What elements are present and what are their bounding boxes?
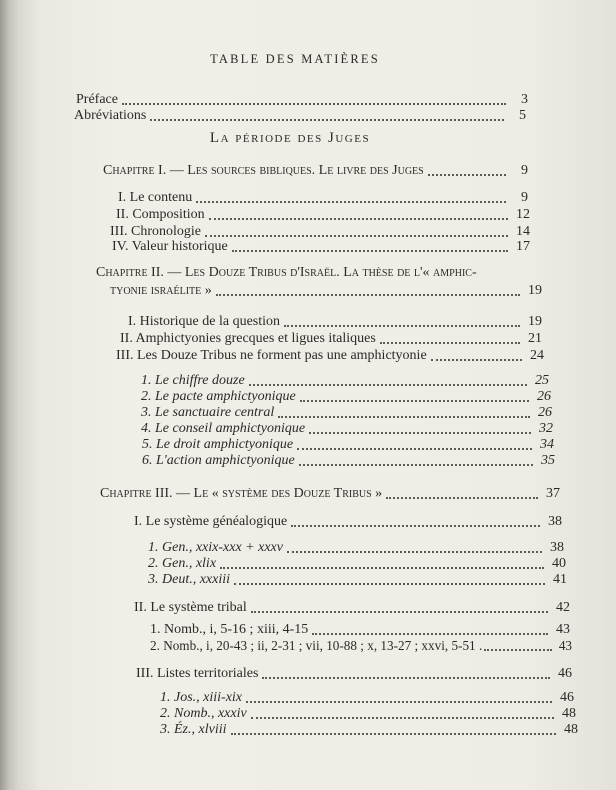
entry-label: I. Le contenu [118,190,193,205]
entry-label: 2. Le pacte amphictyonique [141,389,296,404]
chapter-label: Chapitre I. — Les sources bibliques. Le livre des Juges [103,163,424,178]
leader-dots [300,399,529,402]
leader-dots [150,118,504,121]
toc-subentry [141,421,553,437]
leader-dots [249,383,527,386]
toc-subentry [141,389,551,405]
entry-label: 6. L'action amphictyonique [142,453,295,468]
leader-dots [431,358,522,361]
toc-subentry [148,572,567,588]
toc-section [134,600,570,616]
leader-dots [209,217,508,220]
leader-dots [386,496,538,499]
entry-label: II. Amphictyonies grecques et ligues italiques [120,331,376,346]
toc-subentry [150,638,572,654]
leader-dots [251,716,554,719]
entry-page: 25 [535,373,549,388]
leader-dots [284,324,520,327]
entry-page: 17 [516,239,530,254]
chapter-2-heading [96,262,542,299]
leader-dots [297,447,532,450]
toc-entry [116,348,544,364]
entry-page: 35 [541,453,555,468]
entry-page: 9 [521,190,528,205]
toc-entry [116,207,530,223]
leader-dots [216,293,520,296]
entry-page: 26 [537,389,551,404]
entry-label: III. Les Douze Tribus ne forment pas une amphictyonie [116,348,427,363]
chapter-page: 37 [546,486,560,501]
toc-title: TABLE DES MATIÈRES [210,52,380,66]
leader-dots [278,415,530,418]
leader-dots [232,249,508,252]
chapter-label-line2-row [96,283,542,299]
leader-dots [205,234,508,237]
toc-subentry [148,556,566,572]
section-page: 42 [556,600,570,615]
section-page: 46 [558,666,572,681]
chapter-3-heading [100,486,560,502]
chapter-page: 19 [528,283,542,298]
entry-label: 4. Le conseil amphictyonique [141,421,306,436]
entry-page: 5 [519,108,526,123]
entry-page: 3 [521,92,528,107]
toc-section [136,666,572,682]
chapter-label-line2: tyonie israélite » [110,283,212,298]
entry-label: 2. Gen., xlix [148,556,217,571]
toc-entry [120,331,542,347]
entry-page: 46 [560,690,574,705]
entry-label: 1. Gen., xxix-xxx + xxxv [148,540,283,555]
entry-label: 2. Nomb., xxxiv [160,706,247,721]
chapter-1-heading [103,163,528,179]
toc-entry [128,314,542,330]
leader-dots [287,550,542,553]
entry-page: 19 [528,314,542,329]
toc-subentry [141,373,549,389]
leader-dots [231,732,557,735]
entry-label: Préface [76,92,118,107]
entry-page: 41 [553,572,567,587]
leader-dots [312,632,548,635]
leader-dots [484,648,552,651]
entry-page: 32 [539,421,553,436]
leader-dots [299,463,533,466]
leader-dots [122,102,506,105]
entry-page: 48 [562,706,576,721]
toc-subentry [142,453,555,469]
section-label: II. Le système tribal [134,600,247,615]
toc-entry-preface [76,92,528,108]
leader-dots [251,610,548,613]
entry-label: 5. Le droit amphictyonique [142,437,294,452]
section-label: III. Listes territoriales [136,666,259,681]
entry-label: II. Composition [116,207,205,222]
leader-dots [291,524,540,527]
toc-subentry [160,722,578,738]
entry-page: 43 [556,622,570,637]
leader-dots [380,341,520,344]
entry-label: 2. Nomb., i, 20-43 ; ii, 2-31 ; vii, 10-88 ; x, 13-27 ; xxvi, 5-51 . [150,638,483,653]
leader-dots [220,566,544,569]
toc-entry [118,190,528,206]
toc-entry-abbreviations [74,108,526,124]
leader-dots [196,200,506,203]
entry-page: 34 [540,437,554,452]
entry-page: 40 [552,556,566,571]
toc-subentry [160,690,574,706]
entry-page: 24 [530,348,544,363]
entry-page: 12 [516,207,530,222]
toc-section [134,514,562,530]
chapter-label-line1: Chapitre II. — Les Douze Tribus d'Israël. La thèse de l'« amphic- [96,265,477,280]
chapter-label: Chapitre III. — Le « système des Douze Tribus » [100,486,383,501]
toc-subentry [148,540,564,556]
chapter-page: 9 [521,163,528,178]
toc-subentry [142,437,554,453]
entry-label: IV. Valeur historique [112,239,228,254]
toc-entry [110,224,530,240]
entry-page: 38 [550,540,564,555]
entry-label: 1. Le chiffre douze [141,373,245,388]
toc-subentry [150,622,570,638]
leader-dots [246,700,552,703]
leader-dots [428,173,506,176]
entry-label: 1. Jos., xiii-xix [160,690,243,705]
entry-page: 26 [538,405,552,420]
part-title: La période des Juges [209,130,371,146]
entry-page: 43 [558,638,572,653]
leader-dots [262,676,550,679]
entry-label: 3. Éz., xlviii [160,722,227,737]
toc-subentry [160,706,576,722]
entry-page: 48 [564,722,578,737]
leader-dots [234,582,545,585]
toc-entry [112,239,530,255]
entry-label: I. Historique de la question [128,314,281,329]
section-label: I. Le système généalogique [134,514,288,529]
leader-dots [309,431,531,434]
section-page: 38 [548,514,562,529]
toc-subentry [141,405,552,421]
entry-page: 14 [516,224,530,239]
entry-label: 3. Le sanctuaire central [141,405,275,420]
entry-label: Abréviations [74,108,147,123]
entry-label: 1. Nomb., i, 5-16 ; xiii, 4-15 [150,622,309,637]
entry-page: 21 [528,331,542,346]
entry-label: 3. Deut., xxxiii [148,572,231,587]
entry-label: III. Chronologie [110,224,201,239]
